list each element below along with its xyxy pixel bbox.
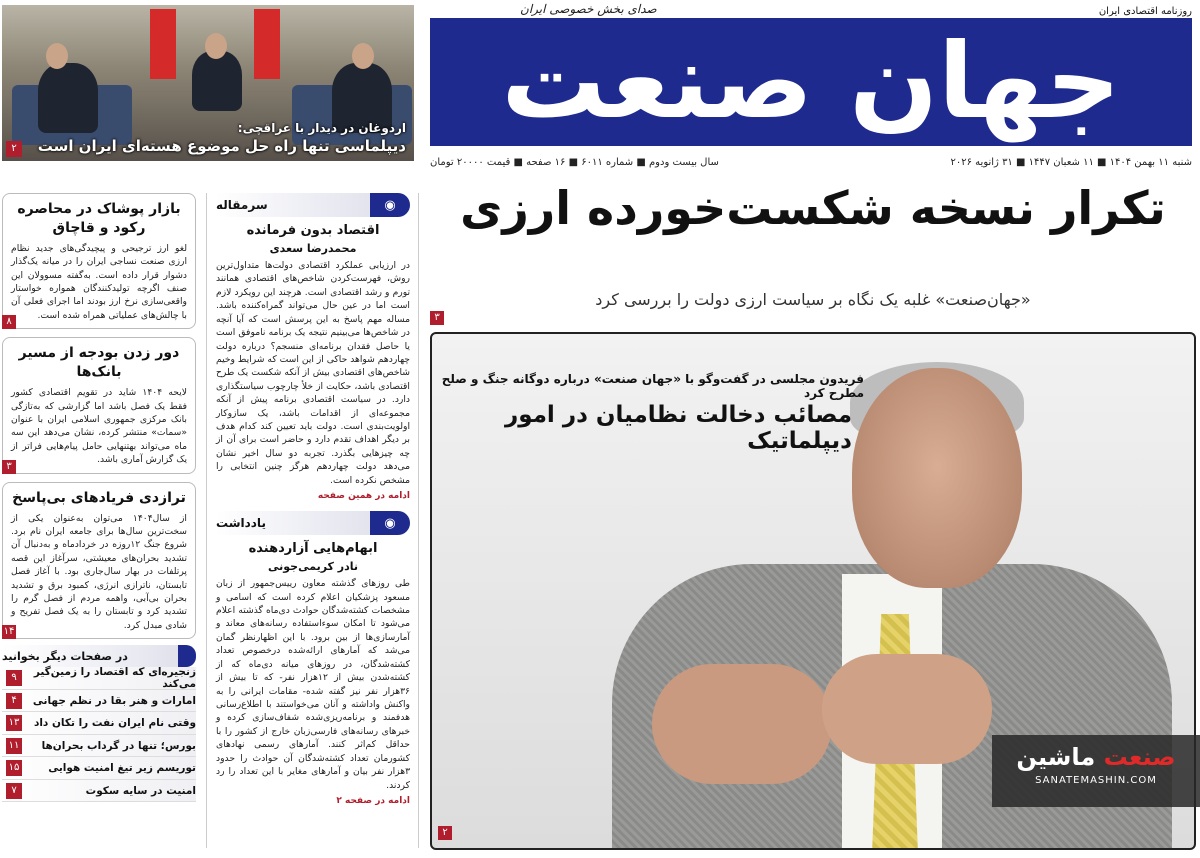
masthead-subtitle: روزنامه اقتصادی ایران [1098, 6, 1192, 17]
editorial-title[interactable]: اقتصاد بدون فرمانده [246, 223, 380, 238]
other-page-title[interactable]: امنیت در سایه سکوت [85, 784, 196, 797]
other-pages-box [2, 645, 196, 802]
side-story-body: لایحه ۱۴۰۴ شاید در تقویم اقتصادی کشور فقط یک فصل باشد اما گزارشی که به‌تازگی بانک مرکزی جمهوری اسلامی ایران با عنوان «سمات» منتشر کرده، نشان می‌دهد این سه ماه می‌تواند بهتنهایی حامل پیام‌هایی فراتر از یک گزارش آماری باشد. [11, 387, 187, 466]
other-page-number: ۱۳ [6, 715, 22, 731]
column-divider [206, 193, 207, 848]
page-ref-badge: ۳ [2, 460, 16, 474]
issue-date: شنبه ۱۱ بهمن ۱۴۰۴ ■ ۱۱ شعبان ۱۴۴۷ ■ ۳۱ ژانویه ۲۰۲۶ [950, 156, 1192, 168]
photo-face [852, 368, 1022, 588]
opinion-column [216, 193, 410, 853]
other-pages-header [2, 645, 196, 667]
other-page-title[interactable]: زنجیره‌ای که اقتصاد را زمین‌گیر می‌کند [33, 666, 196, 691]
other-page-item[interactable] [2, 735, 196, 758]
watermark-brand-b: ماشین [1016, 743, 1096, 771]
masthead-logo[interactable]: جهان صنعت [501, 20, 1121, 142]
side-story-title[interactable]: بازار پوشاک در محاصره رکود و قاچاق [17, 201, 181, 236]
column-divider [418, 193, 419, 848]
person-center-head [205, 33, 227, 59]
other-pages-icon [178, 645, 196, 667]
watermark-brand-a: صنعت [1103, 743, 1176, 771]
note-continued-link[interactable]: ادامه در صفحه ۲ [336, 795, 410, 806]
page-ref-badge: ۳ [430, 311, 444, 325]
editorial-header [216, 193, 410, 217]
top-photo-headline[interactable]: دیپلماسی تنها راه حل موضوع هسته‌ای ایران است [37, 137, 406, 155]
note-icon: ◉ [370, 511, 410, 535]
other-page-title[interactable]: امارات و هنر بقا در نظم جهانی [32, 694, 196, 707]
page-ref-badge: ۱۴ [3, 626, 15, 638]
other-page-number: ۱۱ [6, 738, 22, 754]
main-headline[interactable]: تکرار نسخه شکست‌خورده ارزی [460, 181, 1166, 235]
watermark-logo [992, 735, 1200, 807]
photo-hand-left [652, 664, 832, 784]
person-left-head [46, 43, 68, 69]
top-photo-kicker: اردوغان در دیدار با عراقچی: [237, 121, 406, 135]
editorial-author: محمدرضا سعدی [269, 242, 357, 255]
side-story[interactable] [2, 482, 196, 640]
top-photo-caption [38, 121, 406, 155]
page-ref-badge: ۲ [6, 141, 22, 157]
other-page-number: ۱۵ [6, 760, 22, 776]
issue-number-price: سال بیست ودوم ■ شماره ۶۰۱۱ ■ ۱۶ صفحه ■ قیمت ۲۰۰۰۰ تومان [430, 156, 719, 168]
other-page-title[interactable]: توریسم زیر تیغ امنیت هوایی [48, 762, 196, 775]
flag-left [150, 9, 176, 79]
side-story[interactable] [2, 337, 196, 473]
person-right-head [352, 43, 374, 69]
other-page-number: ۴ [6, 693, 22, 709]
interview-title[interactable]: مصائب دخالت نظامیان در امور دیپلماتیک [505, 402, 852, 454]
other-page-item[interactable] [2, 780, 196, 803]
other-page-item[interactable] [2, 712, 196, 735]
note-header [216, 511, 410, 535]
side-story[interactable] [2, 193, 196, 329]
other-pages-label: در صفحات دیگر بخوانید [2, 649, 128, 663]
page-ref-badge: ۸ [2, 315, 16, 329]
other-page-number: ۹ [6, 670, 22, 686]
interview-kicker: فریدون مجلسی در گفت‌وگو با «جهان صنعت» درباره دوگانه جنگ و صلح مطرح کرد [441, 372, 864, 400]
side-story-title[interactable]: ترازدی فریادهای بی‌پاسخ [12, 489, 186, 506]
editorial-body: در ارزیابی عملکرد اقتصادی دولت‌ها متداول‌ترین روش، فهرست‌کردن شاخص‌های اقتصادی همانند تورم و رشد اقتصادی است. هرچند این رویکرد لازم است اما در عین حال می‌تواند گمراه‌کننده باشد. مساله مهم پاسخ به این پرسش است که آیا آنچه در شاخص‌ها می‌بینیم نتیجه یک برنامه ناموفق است یا حاصل فقدان برنامه‌ای منسجم؟ درباره دولت چهاردهم شواهد حاکی از این است که شرایط وخیم شاخص‌های اقتصادی بیش از آنکه شکست یک طرح اقتصادی باشد، حکایت از خلأ چارچوب سیاستگذاری دارد. در سیاست اقتصادی برنامه پیش از آنکه مجموعه‌ای از اقدامات باشد، یک سازوکار اولویت‌بندی است. دولت باید تعیین کند کدام هدف بر دیگر اهداف تقدم دارد و حاضر است برای آن از چه چیزهایی بگذرد. تجربه دو سال اخیر نشان می‌دهد دولت چهاردهم هرگز چنین انتخابی را مشخص نکرده است. [215, 260, 410, 486]
other-page-item[interactable] [2, 757, 196, 780]
masthead-tagline: صدای بخش خصوصی ایران [520, 2, 657, 16]
other-page-item[interactable] [2, 690, 196, 713]
side-story-title[interactable]: دور زدن بودجه از مسیر بانک‌ها [18, 345, 180, 381]
top-news-photo[interactable] [2, 5, 414, 161]
other-page-number: ۷ [6, 783, 22, 799]
other-page-item[interactable] [2, 667, 196, 690]
other-page-title[interactable]: بورس؛ تنها در گرداب بحران‌ها [41, 739, 196, 752]
issue-info-line [430, 154, 1192, 170]
note-label: یادداشت [216, 516, 266, 531]
note-author: نادر کریمی‌جونی [267, 560, 359, 574]
photo-hand-right [822, 654, 992, 764]
page-ref-badge: ۲ [438, 826, 452, 840]
news-briefs-column [2, 193, 196, 853]
note-body: طی روزهای گذشته معاون رییس‌جمهور از زبان مسعود پزشکیان اعلام کرده است که اسامی و مشخصات کشته‌شدگان حوادث دی‌ماه گذشته اعلام می‌شود تا امکان سوءاستفاده رسانه‌های معاند و آمارسازی‌ها از بین برود. با این اظهارنظر گمان می‌شد که آمارهای ارائه‌شده درخصوص تعداد کشته‌شدگان، در روزهای میانه دی‌ماه که از کشته‌شدن بیش از ۱۲هزار نفر- که تا بیش از ۳۶هزار نفر نیز گفته شده- مقامات ایرانی را به واکنش واداشته و آنان می‌خواستند با اطلاع‌رسانی هدفمند و برنامه‌ریزی‌شده شفاف‌سازی کرده و خبرهای رسانه‌های فارسی‌زبان خارج از کشور را با حداقل کم‌اثر کنند. آمارهای رسمی نهادهای کشورمان تعداد کشته‌شدگان آن حوادث را حدود ۳هزار نفر بیان و آمارهای مغایر با این تعداد را رد کردند. [216, 578, 410, 791]
other-page-title[interactable]: وقتی نام ایران نفت را تکان داد [33, 717, 196, 730]
person-center [192, 51, 242, 111]
editorial-continued-link[interactable]: ادامه در همین صفحه [317, 491, 410, 502]
watermark-url: SANATEMASHIN.COM [1035, 775, 1157, 786]
side-story-body: لغو ارز ترجیحی و پیچیدگی‌های جدید نظام ارزی صنعت نساجی ایران را در میانه یک‌گذار دشوار قرار داده است. به‌گفته مسوولان این صنف اگرچه تولیدکنندگان همواره خواستار واقعی‌سازی نرخ ارز بودند اما اجرای فعلی آن با چالش‌های عملیاتی همراه شده است. [11, 242, 187, 321]
main-subheadline: «جهان‌صنعت» غلبه یک نگاه بر سیاست ارزی دولت را بررسی کرد [595, 290, 1031, 309]
note-title[interactable]: ابهام‌هایی آزاردهنده [248, 541, 378, 557]
editorial-label: سرمقاله [216, 198, 268, 212]
editorial-icon: ◉ [370, 193, 410, 217]
side-story-body: از سال۱۴۰۴ می‌توان به‌عنوان یکی از سخت‌ترین سال‌ها برای جامعه ایران نام برد. شروع جنگ ۱۲روزه در خردادماه و به‌دنبال آن تشدید بحران‌های معیشتی، سرآغاز این قصه پرتلفات در بهار سال‌جاری بود. با آغاز فصل تابستان، ناترازی انرژی، کمبود برق و تشدید بحران بی‌آبی، واهمه مردم از فصل گرم را تشدید کرد و تابستان را به یک فصل تفریح و شادی مبدل کرد. [11, 512, 188, 631]
flag-right [254, 9, 280, 79]
